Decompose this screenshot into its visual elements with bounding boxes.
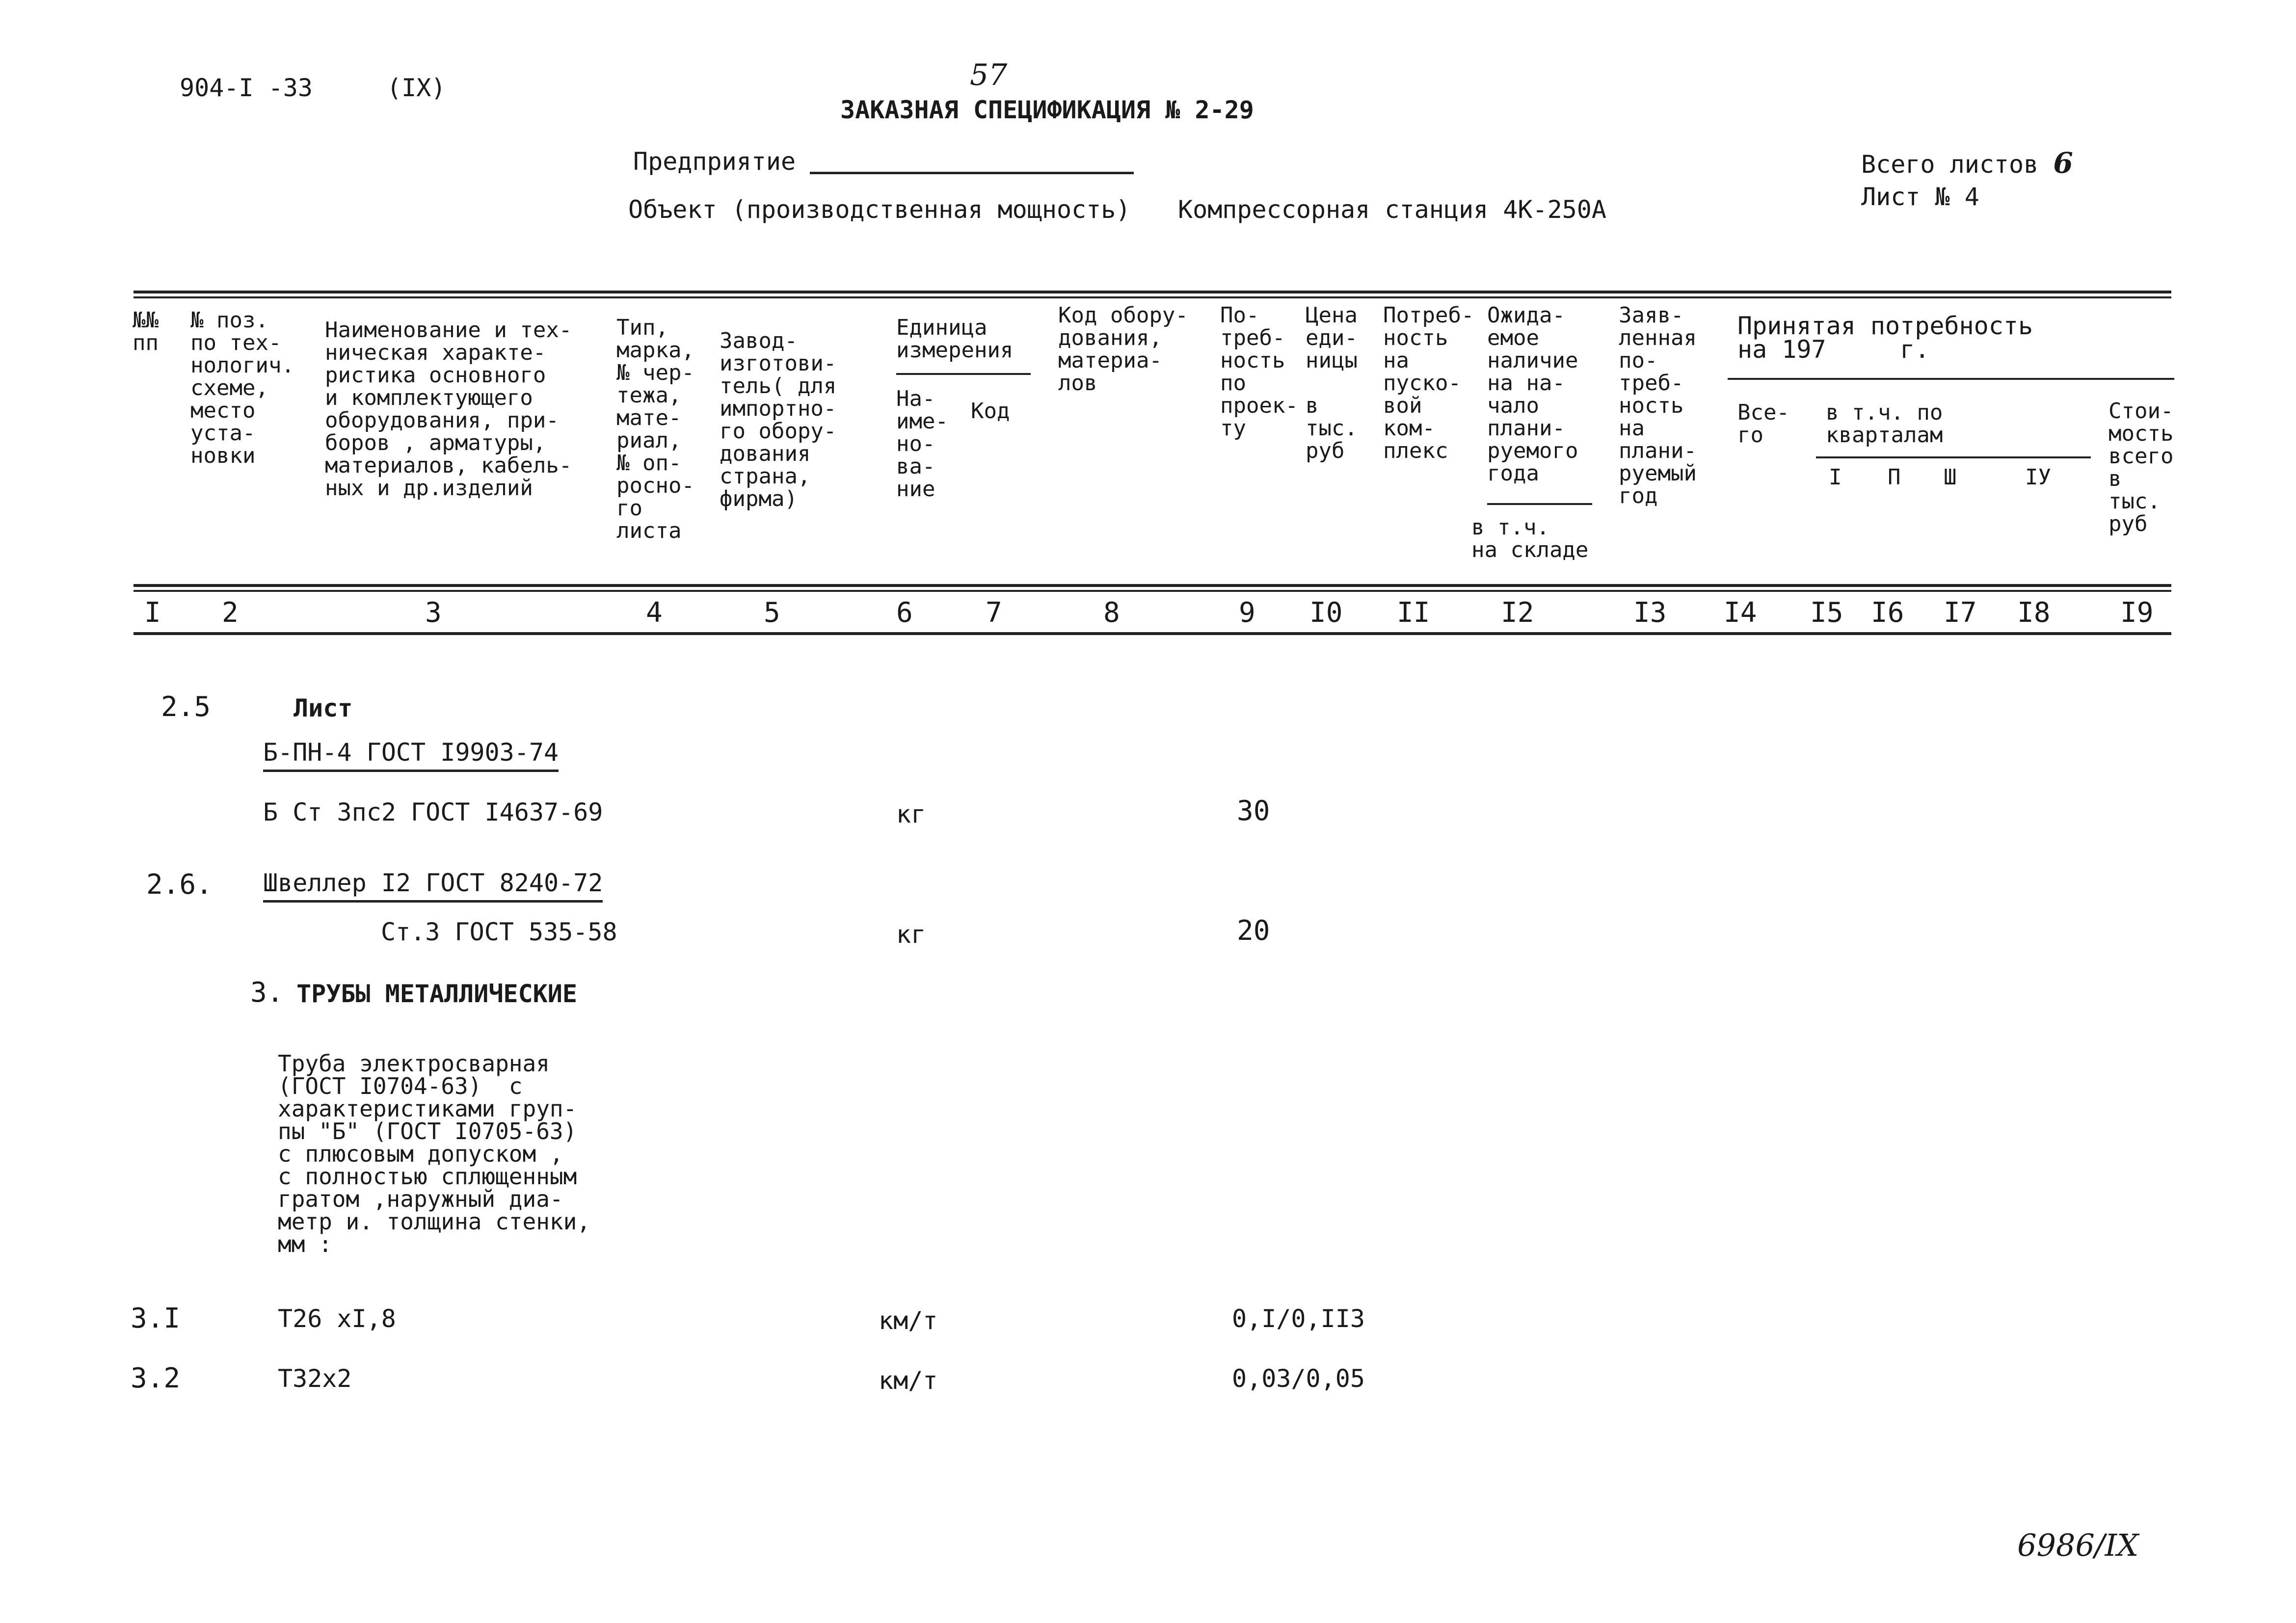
row-pos: 3.2 — [131, 1362, 181, 1394]
col-num-14: I4 — [1724, 597, 1757, 629]
row-description: Труба электросварная (ГОСТ I0704-63) с характеристиками груп- пы "Б" (ГОСТ I0705-63) с плюсовым допуском , с полностью сплющенным гратом ,наружный диа- метр и. толщина стенки, мм : — [278, 1050, 590, 1257]
header-bottom-rule-2 — [133, 590, 2171, 592]
col-num-6: 6 — [896, 597, 913, 629]
col-header-q1: I — [1829, 465, 1842, 490]
col-num-11: II — [1397, 597, 1430, 629]
row-unit: км/т — [879, 1306, 938, 1335]
sheet-number: Лист № 4 — [1861, 183, 1979, 211]
row-qty: 20 — [1237, 915, 1270, 947]
sheets-total-value: 6 — [2053, 146, 2073, 180]
row-pos: 3. — [250, 977, 284, 1009]
table-top-rule — [133, 291, 2171, 293]
object-value: Компрессорная станция 4К-250А — [1178, 195, 1606, 224]
col-num-8: 8 — [1103, 597, 1120, 629]
enterprise-label: Предприятие — [633, 147, 796, 176]
col-num-10: I0 — [1309, 597, 1343, 629]
page-number-handwritten: 57 — [970, 58, 1008, 92]
col-header-13: Заяв- ленная по- треб- ность на плани- руемый год — [1619, 303, 1697, 508]
row-name: Т32х2 — [278, 1364, 352, 1393]
col-num-18: I8 — [2017, 597, 2051, 629]
row-name: Б Ст 3пс2 ГОСТ I4637-69 — [263, 798, 603, 826]
row-unit: кг — [896, 920, 926, 949]
document-code: 904-I -33 — [180, 74, 313, 102]
row-name: Ст.3 ГОСТ 535-58 — [381, 918, 617, 946]
row-name: Т26 хI,8 — [278, 1304, 396, 1333]
header-bottom-rule — [133, 584, 2171, 587]
col-header-5: Завод- изготови- тель( для импортно- го обору- дования страна, фирма) — [720, 328, 837, 511]
col-num-7: 7 — [986, 597, 1002, 629]
row-qty: 0,03/0,05 — [1232, 1364, 1365, 1393]
table-top-rule-2 — [133, 296, 2171, 298]
row-qty: 30 — [1237, 795, 1270, 827]
col-header-accepted: Принятая потребность на 197 г. — [1737, 312, 2033, 364]
section-heading: ТРУБЫ МЕТАЛЛИЧЕСКИЕ — [296, 980, 577, 1008]
row-unit: км/т — [879, 1366, 938, 1395]
col-num-13: I3 — [1633, 597, 1667, 629]
column-number-rule — [133, 632, 2171, 635]
row-name: Лист — [294, 694, 353, 722]
col-num-1: I — [144, 597, 161, 629]
col-header-19: Стои- мость всего в тыс. руб — [2109, 399, 2174, 536]
col-num-4: 4 — [646, 597, 663, 629]
col-num-16: I6 — [1871, 597, 1904, 629]
col-header-1: №№ пп — [133, 308, 159, 355]
col-num-2: 2 — [222, 597, 239, 629]
row-pos: 2.5 — [161, 691, 211, 723]
col-num-9: 9 — [1239, 597, 1255, 629]
col-header-12: Ожида- емое наличие на на- чало плани- руемого года — [1487, 303, 1578, 486]
col-header-8: Код обору- дования, материа- лов — [1058, 303, 1188, 396]
col-header-q3: Ш — [1944, 465, 1957, 490]
col-header-quarters: в т.ч. по кварталам — [1826, 400, 1943, 448]
col-header-unit-group: Единица измерения — [896, 315, 1014, 363]
row-qty: 0,I/0,II3 — [1232, 1304, 1365, 1333]
object-label: Объект (производственная мощность) — [628, 195, 1131, 224]
col-num-5: 5 — [764, 597, 780, 629]
document-part: (IX) — [387, 74, 446, 102]
col-12-rule — [1487, 503, 1592, 505]
col-num-17: I7 — [1944, 597, 1977, 629]
col-header-q4: IУ — [2025, 465, 2051, 490]
col-header-4: Тип, марка, № чер- тежа, мате- риал, № оп- росно- го листа — [616, 315, 694, 543]
row-name: Б-ПН-4 ГОСТ I9903-74 — [263, 738, 559, 772]
col-header-6: На- име- но- ва- ние — [896, 386, 948, 502]
col-num-19: I9 — [2120, 597, 2154, 629]
row-unit: кг — [896, 800, 926, 828]
col-header-q2: П — [1888, 465, 1901, 490]
col-num-12: I2 — [1501, 597, 1534, 629]
enterprise-blank-line — [810, 172, 1134, 174]
col-header-3: Наименование и тех- ническая характе- ристика основного и комплектующего оборудования, при- боров , арматуры, материалов, кабель- ных и др.изделий — [325, 318, 572, 501]
document-title: ЗАКАЗНАЯ СПЕЦИФИКАЦИЯ № 2-29 — [840, 96, 1254, 124]
col-num-3: 3 — [425, 597, 442, 629]
col-header-11: Потреб- ность на пуско- вой ком- плекс — [1383, 303, 1474, 463]
row-pos: 3.I — [131, 1303, 181, 1334]
unit-group-rule — [896, 373, 1031, 375]
sheets-total-label: Всего листов — [1861, 150, 2039, 179]
col-header-2: № поз. по тех- нологич. схеме, место уста- новки — [190, 308, 294, 468]
col-header-9: По- треб- ность по проек- ту — [1220, 303, 1298, 441]
col-header-10: Цена еди- ницы в тыс. руб — [1306, 303, 1358, 463]
col-num-15: I5 — [1810, 597, 1843, 629]
accepted-rule — [1728, 378, 2174, 380]
quarters-rule — [1816, 456, 2091, 458]
col-header-7: Код — [971, 399, 1010, 424]
row-name: Швеллер I2 ГОСТ 8240-72 — [263, 869, 603, 903]
row-pos: 2.6. — [146, 869, 213, 901]
col-header-14: Все- го — [1737, 400, 1789, 448]
sheets-total — [1861, 146, 2073, 180]
footer-inventory-number: 6986/IX — [2017, 1527, 2139, 1563]
col-header-12b: в т.ч. на складе — [1471, 515, 1589, 562]
